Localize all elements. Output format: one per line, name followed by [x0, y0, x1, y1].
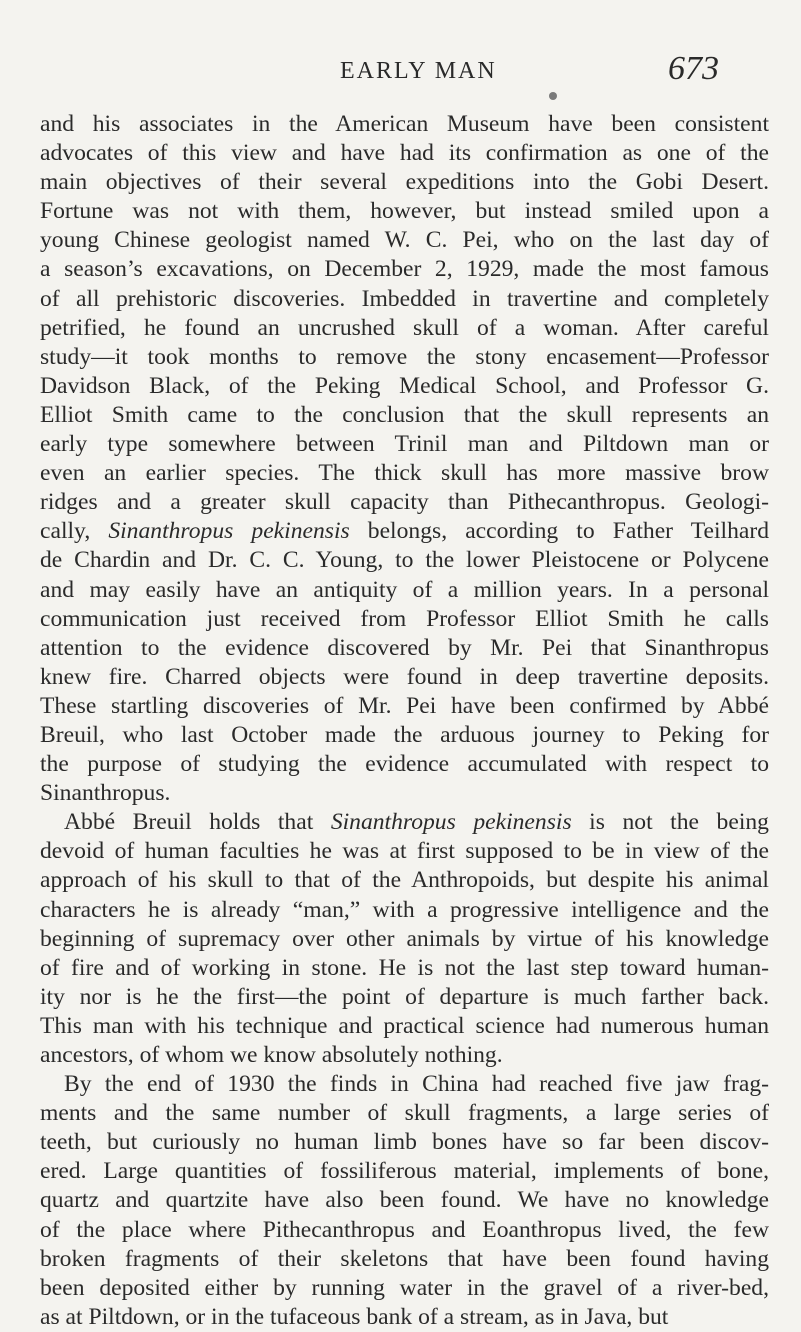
text-line	[40, 110, 769, 139]
text-line	[40, 1186, 769, 1215]
text-run: and may easily have an antiquity of a million years. In a personal	[40, 576, 769, 603]
text-run: approach of his skull to that of the Anthropoids, but despite his animal	[40, 867, 769, 894]
italic-species-name: Sinanthropus pekinensis	[108, 518, 350, 545]
text-line	[40, 808, 769, 837]
text-run: the purpose of studying the evidence accumulated with respect to	[40, 751, 769, 778]
text-line	[40, 546, 769, 575]
text-line	[40, 896, 769, 925]
text-run: belongs, according to Father Teilhard	[349, 518, 769, 545]
text-line	[40, 925, 769, 954]
text-line	[40, 663, 769, 692]
text-run: Breuil, who last October made the arduous journey to Peking for	[40, 721, 769, 748]
text-run: of the place where Pithecanthropus and Eoanthropus lived, the few	[40, 1216, 769, 1243]
text-line	[40, 168, 769, 197]
text-run: characters he is already “man,” with a progressive intelligence and the	[40, 896, 769, 923]
text-line	[40, 1041, 769, 1070]
text-line	[40, 866, 769, 895]
text-run: devoid of human faculties he was at first supposed to be in view of the	[40, 838, 769, 865]
text-run: is not the being	[571, 809, 769, 836]
text-line	[40, 1274, 769, 1303]
text-line	[40, 779, 769, 808]
text-line	[40, 517, 769, 546]
text-run: even an earlier species. The thick skull has more massive brow	[40, 460, 769, 487]
text-run: Fortune was not with them, however, but instead smiled upon a	[40, 198, 769, 225]
text-line	[40, 1157, 769, 1186]
text-run: ity nor is he the first—the point of departure is much farther back.	[40, 983, 769, 1010]
text-line	[40, 605, 769, 634]
text-line	[40, 139, 769, 168]
text-run: quartz and quartzite have also been found. We have no knowledge	[40, 1187, 769, 1214]
text-run: These startling discoveries of Mr. Pei have been confirmed by Abbé	[40, 692, 769, 719]
text-run: main objectives of their several expeditions into the Gobi Desert.	[40, 169, 769, 196]
text-run: as at Piltdown, or in the tufaceous bank of a stream, as in Java, but	[40, 1303, 669, 1330]
text-run: ments and the same number of skull fragments, a large series of	[40, 1100, 769, 1127]
text-line	[40, 197, 769, 226]
text-line	[40, 576, 769, 605]
text-line	[40, 488, 769, 517]
italic-species-name: Sinanthropus pekinensis	[330, 809, 572, 836]
text-run: broken fragments of their skeletons that have been found having	[40, 1245, 769, 1272]
text-run: early type somewhere between Trinil man and Piltdown man or	[40, 431, 769, 458]
text-line	[40, 983, 769, 1012]
text-run: This man with his technique and practical science had numerous human	[40, 1012, 769, 1039]
text-run: Abbé Breuil holds that	[64, 809, 331, 836]
text-line	[40, 954, 769, 983]
body-text	[40, 110, 769, 1332]
text-run: Davidson Black, of the Peking Medical School, and Professor G.	[40, 372, 769, 399]
text-line	[40, 692, 769, 721]
text-line	[40, 1216, 769, 1245]
text-run: beginning of supremacy over other animals by virtue of his knowledge	[40, 925, 769, 952]
text-line	[40, 401, 769, 430]
text-run: ancestors, of whom we know absolutely nothing.	[40, 1042, 503, 1068]
text-line	[40, 430, 769, 459]
text-run: attention to the evidence discovered by Mr. Pei that Sinanthropus	[40, 634, 769, 661]
text-line	[40, 255, 769, 284]
page-number: 673	[668, 50, 719, 87]
text-line	[40, 1099, 769, 1128]
ornament-dot	[549, 92, 557, 100]
text-line	[40, 721, 769, 750]
text-line	[40, 226, 769, 255]
text-line	[40, 837, 769, 866]
text-line	[40, 372, 769, 401]
text-run: advocates of this view and have had its confirmation as one of the	[40, 140, 769, 167]
text-line	[40, 750, 769, 779]
text-run: study—it took months to remove the stony encasement—Professor	[40, 343, 769, 370]
text-line	[40, 1128, 769, 1157]
text-run: a season’s excavations, on December 2, 1929, made the most famous	[40, 256, 769, 283]
text-run: young Chinese geologist named W. C. Pei, who on the last day of	[40, 227, 769, 254]
text-run: of fire and of working in stone. He is not the last step toward human-	[40, 954, 769, 981]
text-line	[40, 314, 769, 343]
text-run: communication just received from Professor Elliot Smith he calls	[40, 605, 769, 632]
text-run: ered. Large quantities of fossiliferous material, implements of bone,	[40, 1158, 769, 1185]
running-head: EARLY MAN	[340, 58, 497, 84]
text-line	[40, 1245, 769, 1274]
text-run: de Chardin and Dr. C. C. Young, to the lower Pleistocene or Polycene	[40, 547, 769, 574]
text-run: been deposited either by running water in the gravel of a river-bed,	[40, 1274, 769, 1301]
text-line	[40, 1303, 769, 1332]
text-line	[40, 459, 769, 488]
text-run: Sinanthropus.	[40, 780, 171, 807]
text-run: and his associates in the American Museum have been consistent	[40, 111, 769, 137]
text-line	[40, 634, 769, 663]
text-line	[40, 343, 769, 372]
text-run: teeth, but curiously no human limb bones have so far been discov-	[40, 1129, 769, 1156]
text-run: of all prehistoric discoveries. Imbedded in travertine and completely	[40, 285, 769, 312]
text-line	[40, 1070, 769, 1099]
text-run: cally,	[40, 518, 109, 545]
text-run: petrified, he found an uncrushed skull of a woman. After careful	[40, 314, 769, 341]
text-run: knew fire. Charred objects were found in deep travertine deposits.	[40, 663, 769, 690]
text-line	[40, 285, 769, 314]
text-run: ridges and a greater skull capacity than Pithecanthropus. Geologi-	[40, 489, 769, 516]
text-run: Elliot Smith came to the conclusion that the skull represents an	[40, 401, 769, 428]
text-line	[40, 1012, 769, 1041]
text-run: By the end of 1930 the finds in China had reached five jaw frag-	[64, 1071, 769, 1098]
